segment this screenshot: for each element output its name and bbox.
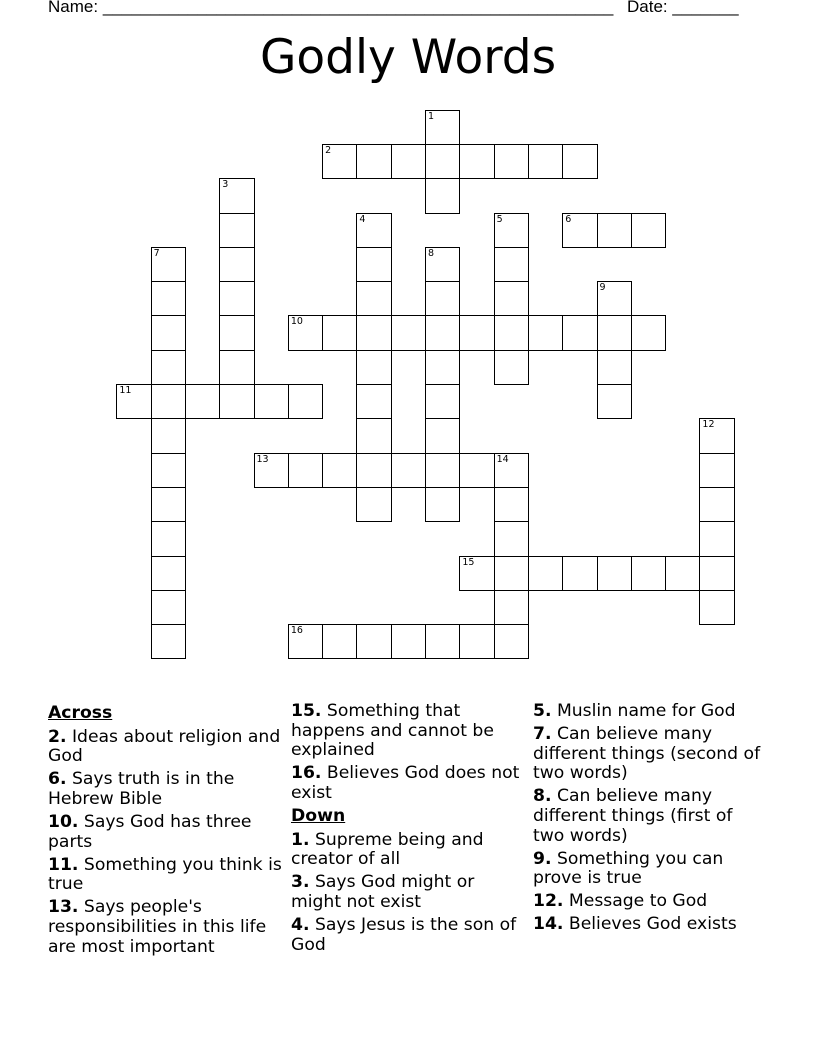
clue-number: 11 [119, 385, 132, 396]
grid-cell[interactable] [219, 350, 254, 385]
clue-down-4: 4. Says Jesus is the son of God [291, 914, 517, 955]
grid-cell[interactable] [322, 453, 357, 488]
grid-cell[interactable] [288, 384, 323, 419]
grid-cell[interactable] [699, 487, 734, 522]
grid-cell[interactable] [356, 247, 391, 282]
grid-cell[interactable] [151, 624, 186, 659]
grid-cell[interactable] [151, 521, 186, 556]
clue-number: 1 [428, 110, 435, 122]
grid-cell[interactable] [562, 144, 597, 179]
grid-cell[interactable] [322, 624, 357, 659]
grid-cell[interactable] [494, 453, 529, 488]
grid-cell[interactable] [288, 624, 323, 659]
clue-number: 5 [496, 213, 503, 225]
grid-cell[interactable] [597, 281, 632, 316]
grid-cell[interactable] [459, 624, 494, 659]
clues-column-2 [291, 702, 527, 959]
grid-cell[interactable] [254, 453, 289, 488]
grid-cell[interactable] [459, 315, 494, 350]
grid-cell[interactable] [494, 315, 529, 350]
clue-number: 10 [290, 316, 303, 328]
clue-down-5: 5. Muslin name for God [533, 701, 736, 721]
grid-cell[interactable] [356, 453, 391, 488]
grid-cell[interactable] [494, 590, 529, 625]
grid-cell[interactable] [562, 213, 597, 248]
grid-cell[interactable] [356, 350, 391, 385]
grid-cell[interactable] [151, 384, 186, 419]
grid-cell[interactable] [425, 384, 460, 419]
grid-cell[interactable] [494, 556, 529, 591]
grid-cell[interactable] [151, 281, 186, 316]
grid-cell[interactable] [356, 213, 391, 248]
grid-cell[interactable] [631, 315, 666, 350]
grid-cell[interactable] [459, 453, 494, 488]
grid-cell[interactable] [425, 350, 460, 385]
grid-cell[interactable] [665, 556, 700, 591]
date-label: Date: [627, 0, 668, 16]
clue-across-2: 2. Ideas about religion and God [48, 726, 281, 767]
clue-across-11: 11. Something you think is true [48, 854, 282, 895]
grid-cell[interactable] [151, 315, 186, 350]
grid-cell[interactable] [288, 453, 323, 488]
grid-cell[interactable] [151, 556, 186, 591]
clue-down-12: 12. Message to God [533, 891, 708, 912]
across-heading: Across [48, 703, 113, 723]
clue-number: 13 [256, 453, 269, 465]
clue-number: 15 [462, 556, 475, 568]
grid-cell[interactable] [356, 281, 391, 316]
clue-number: 9 [599, 282, 606, 294]
clue-number: 7 [153, 247, 160, 259]
grid-cell[interactable] [494, 350, 529, 385]
grid-cell[interactable] [425, 247, 460, 282]
date-line[interactable]: _______ [672, 0, 739, 16]
grid-cell[interactable] [528, 556, 563, 591]
grid-cell[interactable] [425, 178, 460, 213]
grid-cell[interactable] [219, 178, 254, 213]
grid-cell[interactable] [425, 453, 460, 488]
grid-cell[interactable] [459, 144, 494, 179]
grid-cell[interactable] [151, 350, 186, 385]
grid-cell[interactable] [425, 281, 460, 316]
grid-cell[interactable] [494, 487, 529, 522]
grid-cell[interactable] [356, 624, 391, 659]
grid-cell[interactable] [425, 315, 460, 350]
clue-number: 8 [428, 247, 435, 259]
grid-cell[interactable] [494, 144, 529, 179]
grid-cell[interactable] [151, 453, 186, 488]
grid-cell[interactable] [219, 384, 254, 419]
clue-down-1: 1. Supreme being and creator of all [291, 829, 484, 870]
grid-cell[interactable] [322, 315, 357, 350]
grid-cell[interactable] [185, 384, 220, 419]
grid-cell[interactable] [391, 624, 426, 659]
grid-cell[interactable] [562, 556, 597, 591]
clues-column-1 [48, 702, 284, 961]
clue-across-6: 6. Says truth is in the Hebrew Bible [48, 769, 235, 809]
grid-cell[interactable] [391, 144, 426, 179]
grid-cell[interactable] [597, 350, 632, 385]
grid-cell[interactable] [219, 213, 254, 248]
clue-across-15: 15. Something that happens and cannot be explained [291, 701, 494, 761]
grid-cell[interactable] [288, 315, 323, 350]
grid-cell[interactable] [356, 418, 391, 453]
clue-number: 4 [359, 213, 366, 225]
down-heading: Down [291, 805, 346, 826]
clue-number: 6 [565, 213, 572, 225]
grid-cell[interactable] [494, 281, 529, 316]
grid-cell[interactable] [391, 315, 426, 350]
clue-number: 12 [702, 419, 715, 431]
grid-cell[interactable] [597, 315, 632, 350]
grid-cell[interactable] [459, 556, 494, 591]
grid-cell[interactable] [116, 384, 151, 419]
clue-down-14: 14. Believes God exists [533, 914, 737, 935]
grid-cell[interactable] [356, 384, 391, 419]
clue-down-8: 8. Can believe many different things (first of two words) [533, 786, 733, 846]
grid-cell[interactable] [699, 521, 734, 556]
grid-cell[interactable] [151, 590, 186, 625]
clues-column-3 [533, 702, 769, 939]
clue-across-10: 10. Says God has three parts [48, 811, 252, 852]
grid-cell[interactable] [219, 315, 254, 350]
grid-cell[interactable] [597, 384, 632, 419]
name-label: Name: [48, 0, 99, 16]
grid-cell[interactable] [219, 281, 254, 316]
grid-cell[interactable] [425, 487, 460, 522]
clue-number: 14 [496, 453, 509, 465]
grid-cell[interactable] [356, 144, 391, 179]
grid-cell[interactable] [699, 453, 734, 488]
grid-cell[interactable] [425, 110, 460, 145]
grid-cell[interactable] [219, 247, 254, 282]
grid-cell[interactable] [631, 213, 666, 248]
grid-cell[interactable] [699, 418, 734, 453]
grid-cell[interactable] [494, 624, 529, 659]
puzzle-title: Godly Words [259, 30, 557, 85]
grid-cell[interactable] [254, 384, 289, 419]
clue-across-16: 16. Believes God does not exist [291, 763, 520, 803]
clue-down-9: 9. Something you can prove is true [533, 848, 724, 889]
clue-down-3: 3. Says God might or might not exist [291, 872, 475, 912]
grid-cell[interactable] [528, 144, 563, 179]
clue-number: 16 [290, 625, 303, 637]
grid-cell[interactable] [699, 590, 734, 625]
grid-cell[interactable] [699, 556, 734, 591]
name-line[interactable]: ______________________________________________________ [102, 0, 614, 16]
grid-cell[interactable] [562, 315, 597, 350]
grid-cell[interactable] [425, 418, 460, 453]
grid-cell[interactable] [391, 453, 426, 488]
grid-cell[interactable] [528, 315, 563, 350]
clue-number: 2 [325, 144, 332, 156]
grid-cell[interactable] [151, 418, 186, 453]
grid-cell[interactable] [151, 487, 186, 522]
grid-cell[interactable] [322, 144, 357, 179]
grid-cell[interactable] [151, 247, 186, 282]
grid-cell[interactable] [597, 213, 632, 248]
grid-cell[interactable] [494, 247, 529, 282]
grid-cell[interactable] [631, 556, 666, 591]
grid-cell[interactable] [597, 556, 632, 591]
grid-cell[interactable] [494, 213, 529, 248]
grid-cell[interactable] [356, 315, 391, 350]
grid-cell[interactable] [425, 624, 460, 659]
grid-cell[interactable] [425, 144, 460, 179]
grid-cell[interactable] [494, 521, 529, 556]
clue-number: 3 [222, 179, 229, 191]
grid-cell[interactable] [356, 487, 391, 522]
clue-across-13: 13. Says people's responsibilities in this life are most important [48, 897, 267, 957]
clue-down-7: 7. Can believe many different things (second of two words) [533, 724, 761, 784]
